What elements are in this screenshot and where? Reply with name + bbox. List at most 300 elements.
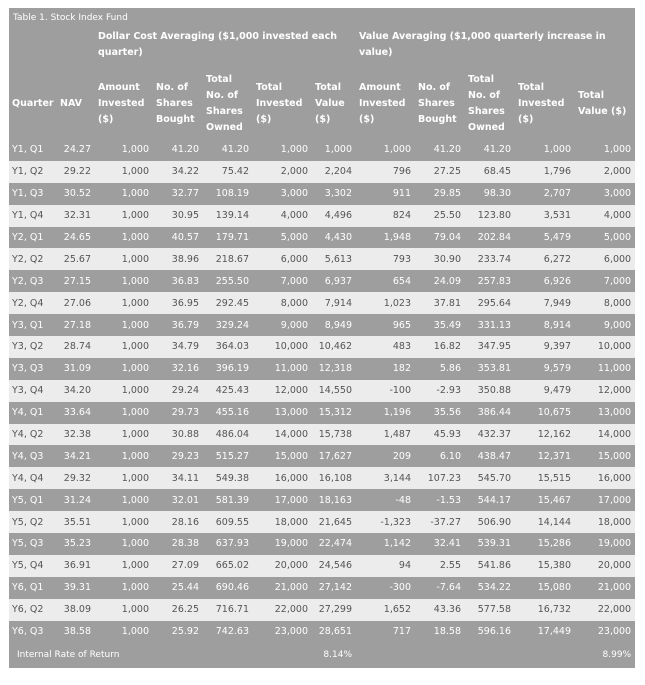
va-total-value-cell: 9,000: [575, 314, 635, 336]
quarter-cell: Y5, Q4: [9, 555, 57, 577]
col-va-total-value: Total Value ($): [575, 69, 635, 139]
dca-total-shares-cell: 329.24: [203, 314, 253, 336]
quarter-cell: Y6, Q1: [9, 577, 57, 599]
va-amount-invested-cell: 654: [356, 270, 415, 292]
va-total-shares-cell: 98.30: [465, 183, 515, 205]
va-amount-invested-cell: 483: [356, 336, 415, 358]
dca-amount-invested-cell: 1,000: [95, 380, 153, 402]
nav-cell: 38.09: [57, 599, 95, 621]
va-amount-invested-cell: -48: [356, 489, 415, 511]
va-total-value-cell: 22,000: [575, 599, 635, 621]
stock-index-fund-table-container: [9, 8, 635, 668]
dca-shares-bought-cell: 36.95: [153, 292, 203, 314]
table-row: [9, 621, 635, 643]
dca-total-value-cell: 18,163: [312, 489, 356, 511]
va-total-value-cell: 12,000: [575, 380, 635, 402]
dca-total-value-cell: 15,738: [312, 424, 356, 446]
va-amount-invested-cell: 209: [356, 445, 415, 467]
va-total-shares-cell: 350.88: [465, 380, 515, 402]
va-amount-invested-cell: 796: [356, 161, 415, 183]
dca-total-invested-cell: 8,000: [253, 292, 312, 314]
va-total-invested-cell: 6,272: [515, 248, 575, 270]
dca-total-value-cell: 27,299: [312, 599, 356, 621]
va-shares-bought-cell: 35.49: [415, 314, 465, 336]
table-row: [9, 205, 635, 227]
va-total-invested-cell: 15,080: [515, 577, 575, 599]
va-shares-bought-cell: 27.25: [415, 161, 465, 183]
dca-shares-bought-cell: 38.96: [153, 248, 203, 270]
va-total-shares-cell: 331.13: [465, 314, 515, 336]
dca-total-shares-cell: 218.67: [203, 248, 253, 270]
dca-shares-bought-cell: 30.88: [153, 424, 203, 446]
dca-amount-invested-cell: 1,000: [95, 292, 153, 314]
quarter-cell: Y5, Q3: [9, 533, 57, 555]
table-row: [9, 511, 635, 533]
va-total-value-cell: 21,000: [575, 577, 635, 599]
dca-shares-bought-cell: 27.09: [153, 555, 203, 577]
dca-shares-bought-cell: 25.44: [153, 577, 203, 599]
nav-cell: 24.27: [57, 139, 95, 161]
va-shares-bought-cell: -7.64: [415, 577, 465, 599]
dca-total-value-cell: 3,302: [312, 183, 356, 205]
col-va-amount-invested: Amount Invested ($): [356, 69, 415, 139]
table-caption: Table 1. Stock Index Fund: [9, 8, 635, 27]
dca-total-value-cell: 21,645: [312, 511, 356, 533]
va-total-value-cell: 4,000: [575, 205, 635, 227]
dca-amount-invested-cell: 1,000: [95, 227, 153, 249]
table-row: [9, 402, 635, 424]
table-row: [9, 555, 635, 577]
va-total-shares-cell: 347.95: [465, 336, 515, 358]
quarter-cell: Y2, Q3: [9, 270, 57, 292]
dca-shares-bought-cell: 28.38: [153, 533, 203, 555]
quarter-cell: Y4, Q3: [9, 445, 57, 467]
va-total-value-cell: 5,000: [575, 227, 635, 249]
va-total-invested-cell: 15,515: [515, 467, 575, 489]
va-total-value-cell: 2,000: [575, 161, 635, 183]
va-shares-bought-cell: 37.81: [415, 292, 465, 314]
va-total-shares-cell: 432.37: [465, 424, 515, 446]
dca-amount-invested-cell: 1,000: [95, 270, 153, 292]
va-shares-bought-cell: -37.27: [415, 511, 465, 533]
dca-total-invested-cell: 4,000: [253, 205, 312, 227]
dca-total-value-cell: 6,937: [312, 270, 356, 292]
va-total-value-cell: 7,000: [575, 270, 635, 292]
va-shares-bought-cell: 16.82: [415, 336, 465, 358]
dca-total-invested-cell: 22,000: [253, 599, 312, 621]
dca-amount-invested-cell: 1,000: [95, 161, 153, 183]
va-total-invested-cell: 10,675: [515, 402, 575, 424]
va-total-value-cell: 14,000: [575, 424, 635, 446]
va-total-value-cell: 16,000: [575, 467, 635, 489]
va-amount-invested-cell: -300: [356, 577, 415, 599]
va-total-shares-cell: 539.31: [465, 533, 515, 555]
col-va-shares-bought: No. of Shares Bought: [415, 69, 465, 139]
stock-index-fund-table: [9, 8, 635, 668]
va-shares-bought-cell: 107.23: [415, 467, 465, 489]
table-row: [9, 577, 635, 599]
dca-amount-invested-cell: 1,000: [95, 248, 153, 270]
dca-shares-bought-cell: 36.83: [153, 270, 203, 292]
nav-cell: 31.09: [57, 358, 95, 380]
dca-total-value-cell: 14,550: [312, 380, 356, 402]
quarter-cell: Y3, Q4: [9, 380, 57, 402]
quarter-cell: Y6, Q2: [9, 599, 57, 621]
quarter-cell: Y1, Q2: [9, 161, 57, 183]
table-row: [9, 489, 635, 511]
dca-total-shares-cell: 455.16: [203, 402, 253, 424]
va-total-shares-cell: 353.81: [465, 358, 515, 380]
va-shares-bought-cell: 5.86: [415, 358, 465, 380]
nav-cell: 30.52: [57, 183, 95, 205]
va-amount-invested-cell: 1,948: [356, 227, 415, 249]
table-row: [9, 358, 635, 380]
nav-cell: 25.67: [57, 248, 95, 270]
table-row: [9, 270, 635, 292]
va-amount-invested-cell: 965: [356, 314, 415, 336]
va-total-invested-cell: 14,144: [515, 511, 575, 533]
col-dca-total-invested: Total Invested ($): [253, 69, 312, 139]
va-amount-invested-cell: 793: [356, 248, 415, 270]
va-shares-bought-cell: -1.53: [415, 489, 465, 511]
dca-total-shares-cell: 75.42: [203, 161, 253, 183]
dca-total-invested-cell: 21,000: [253, 577, 312, 599]
irr-dca-value: 8.14%: [312, 642, 356, 668]
nav-cell: 31.24: [57, 489, 95, 511]
va-total-invested-cell: 1,796: [515, 161, 575, 183]
va-group-header: Value Averaging ($1,000 quarterly increase in value): [356, 27, 635, 69]
va-total-shares-cell: 68.45: [465, 161, 515, 183]
table-row: [9, 445, 635, 467]
dca-total-value-cell: 27,142: [312, 577, 356, 599]
va-amount-invested-cell: 1,487: [356, 424, 415, 446]
va-total-shares-cell: 544.17: [465, 489, 515, 511]
table-row: [9, 183, 635, 205]
quarter-cell: Y3, Q2: [9, 336, 57, 358]
va-total-invested-cell: 12,371: [515, 445, 575, 467]
dca-total-shares-cell: 396.19: [203, 358, 253, 380]
va-total-invested-cell: 8,914: [515, 314, 575, 336]
col-dca-amount-invested: Amount Invested ($): [95, 69, 153, 139]
quarter-cell: Y5, Q2: [9, 511, 57, 533]
table-row: [9, 380, 635, 402]
col-dca-shares-bought: No. of Shares Bought: [153, 69, 203, 139]
va-total-invested-cell: 9,579: [515, 358, 575, 380]
quarter-cell: Y1, Q4: [9, 205, 57, 227]
quarter-cell: Y4, Q4: [9, 467, 57, 489]
dca-total-invested-cell: 7,000: [253, 270, 312, 292]
dca-total-value-cell: 28,651: [312, 621, 356, 643]
va-total-shares-cell: 202.84: [465, 227, 515, 249]
va-shares-bought-cell: 43.36: [415, 599, 465, 621]
va-total-shares-cell: 577.58: [465, 599, 515, 621]
dca-total-invested-cell: 2,000: [253, 161, 312, 183]
quarter-cell: Y5, Q1: [9, 489, 57, 511]
quarter-cell: Y1, Q1: [9, 139, 57, 161]
va-total-invested-cell: 1,000: [515, 139, 575, 161]
table-row: [9, 161, 635, 183]
dca-amount-invested-cell: 1,000: [95, 467, 153, 489]
dca-total-shares-cell: 364.03: [203, 336, 253, 358]
va-total-shares-cell: 295.64: [465, 292, 515, 314]
dca-total-value-cell: 4,496: [312, 205, 356, 227]
nav-cell: 39.31: [57, 577, 95, 599]
va-shares-bought-cell: 18.58: [415, 621, 465, 643]
nav-cell: 24.65: [57, 227, 95, 249]
va-total-invested-cell: 5,479: [515, 227, 575, 249]
va-total-value-cell: 8,000: [575, 292, 635, 314]
dca-shares-bought-cell: 34.22: [153, 161, 203, 183]
dca-total-invested-cell: 18,000: [253, 511, 312, 533]
dca-total-shares-cell: 139.14: [203, 205, 253, 227]
dca-total-shares-cell: 665.02: [203, 555, 253, 577]
va-total-shares-cell: 233.74: [465, 248, 515, 270]
dca-shares-bought-cell: 25.92: [153, 621, 203, 643]
va-shares-bought-cell: 2.55: [415, 555, 465, 577]
dca-shares-bought-cell: 34.79: [153, 336, 203, 358]
nav-cell: 38.58: [57, 621, 95, 643]
va-total-invested-cell: 6,926: [515, 270, 575, 292]
dca-amount-invested-cell: 1,000: [95, 424, 153, 446]
nav-cell: 32.38: [57, 424, 95, 446]
dca-total-value-cell: 2,204: [312, 161, 356, 183]
dca-total-value-cell: 1,000: [312, 139, 356, 161]
va-shares-bought-cell: 32.41: [415, 533, 465, 555]
dca-total-shares-cell: 179.71: [203, 227, 253, 249]
dca-total-shares-cell: 581.39: [203, 489, 253, 511]
va-shares-bought-cell: 6.10: [415, 445, 465, 467]
col-va-total-shares: Total No. of Shares Owned: [465, 69, 515, 139]
nav-cell: 27.18: [57, 314, 95, 336]
quarter-cell: Y3, Q3: [9, 358, 57, 380]
dca-amount-invested-cell: 1,000: [95, 358, 153, 380]
va-total-invested-cell: 16,732: [515, 599, 575, 621]
dca-amount-invested-cell: 1,000: [95, 621, 153, 643]
va-total-shares-cell: 545.70: [465, 467, 515, 489]
va-amount-invested-cell: 1,000: [356, 139, 415, 161]
dca-total-shares-cell: 41.20: [203, 139, 253, 161]
dca-total-invested-cell: 9,000: [253, 314, 312, 336]
va-total-value-cell: 23,000: [575, 621, 635, 643]
va-amount-invested-cell: 1,142: [356, 533, 415, 555]
va-total-shares-cell: 506.90: [465, 511, 515, 533]
va-total-shares-cell: 123.80: [465, 205, 515, 227]
dca-total-invested-cell: 14,000: [253, 424, 312, 446]
table-row: [9, 467, 635, 489]
dca-shares-bought-cell: 32.01: [153, 489, 203, 511]
dca-shares-bought-cell: 30.95: [153, 205, 203, 227]
va-total-shares-cell: 257.83: [465, 270, 515, 292]
dca-total-shares-cell: 609.55: [203, 511, 253, 533]
va-total-value-cell: 3,000: [575, 183, 635, 205]
nav-cell: 29.32: [57, 467, 95, 489]
dca-amount-invested-cell: 1,000: [95, 511, 153, 533]
col-nav: NAV: [57, 69, 95, 139]
dca-amount-invested-cell: 1,000: [95, 533, 153, 555]
dca-total-value-cell: 5,613: [312, 248, 356, 270]
va-shares-bought-cell: 25.50: [415, 205, 465, 227]
va-total-invested-cell: 9,479: [515, 380, 575, 402]
va-shares-bought-cell: 29.85: [415, 183, 465, 205]
irr-label: Internal Rate of Return: [9, 642, 312, 668]
va-total-value-cell: 1,000: [575, 139, 635, 161]
dca-total-value-cell: 16,108: [312, 467, 356, 489]
dca-shares-bought-cell: 32.16: [153, 358, 203, 380]
nav-cell: 35.51: [57, 511, 95, 533]
va-total-shares-cell: 541.86: [465, 555, 515, 577]
dca-total-shares-cell: 425.43: [203, 380, 253, 402]
col-va-total-invested: Total Invested ($): [515, 69, 575, 139]
va-total-value-cell: 11,000: [575, 358, 635, 380]
table-body: [9, 139, 635, 642]
va-amount-invested-cell: -1,323: [356, 511, 415, 533]
va-amount-invested-cell: -100: [356, 380, 415, 402]
dca-shares-bought-cell: 40.57: [153, 227, 203, 249]
va-amount-invested-cell: 182: [356, 358, 415, 380]
dca-total-invested-cell: 20,000: [253, 555, 312, 577]
nav-cell: 34.20: [57, 380, 95, 402]
va-amount-invested-cell: 1,196: [356, 402, 415, 424]
nav-cell: 34.21: [57, 445, 95, 467]
nav-cell: 33.64: [57, 402, 95, 424]
dca-total-invested-cell: 17,000: [253, 489, 312, 511]
va-shares-bought-cell: 79.04: [415, 227, 465, 249]
va-amount-invested-cell: 911: [356, 183, 415, 205]
va-total-shares-cell: 41.20: [465, 139, 515, 161]
quarter-cell: Y3, Q1: [9, 314, 57, 336]
dca-total-value-cell: 15,312: [312, 402, 356, 424]
dca-amount-invested-cell: 1,000: [95, 402, 153, 424]
dca-total-invested-cell: 6,000: [253, 248, 312, 270]
quarter-cell: Y2, Q4: [9, 292, 57, 314]
dca-total-value-cell: 8,949: [312, 314, 356, 336]
dca-amount-invested-cell: 1,000: [95, 445, 153, 467]
dca-shares-bought-cell: 26.25: [153, 599, 203, 621]
va-amount-invested-cell: 3,144: [356, 467, 415, 489]
dca-amount-invested-cell: 1,000: [95, 314, 153, 336]
dca-total-value-cell: 7,914: [312, 292, 356, 314]
nav-cell: 28.74: [57, 336, 95, 358]
va-total-invested-cell: 12,162: [515, 424, 575, 446]
va-shares-bought-cell: 24.09: [415, 270, 465, 292]
dca-shares-bought-cell: 29.24: [153, 380, 203, 402]
col-dca-total-shares: Total No. of Shares Owned: [203, 69, 253, 139]
va-total-invested-cell: 15,380: [515, 555, 575, 577]
va-total-invested-cell: 3,531: [515, 205, 575, 227]
dca-amount-invested-cell: 1,000: [95, 205, 153, 227]
dca-total-invested-cell: 23,000: [253, 621, 312, 643]
nav-cell: 27.15: [57, 270, 95, 292]
dca-total-invested-cell: 3,000: [253, 183, 312, 205]
va-amount-invested-cell: 1,652: [356, 599, 415, 621]
va-amount-invested-cell: 94: [356, 555, 415, 577]
nav-cell: 36.91: [57, 555, 95, 577]
dca-shares-bought-cell: 28.16: [153, 511, 203, 533]
va-total-invested-cell: 15,467: [515, 489, 575, 511]
dca-total-invested-cell: 1,000: [253, 139, 312, 161]
dca-total-shares-cell: 486.04: [203, 424, 253, 446]
dca-total-value-cell: 22,474: [312, 533, 356, 555]
quarter-cell: Y1, Q3: [9, 183, 57, 205]
dca-total-invested-cell: 19,000: [253, 533, 312, 555]
dca-total-shares-cell: 108.19: [203, 183, 253, 205]
dca-total-shares-cell: 292.45: [203, 292, 253, 314]
nav-cell: 32.31: [57, 205, 95, 227]
dca-total-invested-cell: 15,000: [253, 445, 312, 467]
va-total-invested-cell: 7,949: [515, 292, 575, 314]
table-row: [9, 533, 635, 555]
va-total-shares-cell: 534.22: [465, 577, 515, 599]
table-row: [9, 292, 635, 314]
dca-amount-invested-cell: 1,000: [95, 336, 153, 358]
va-total-value-cell: 18,000: [575, 511, 635, 533]
dca-shares-bought-cell: 36.79: [153, 314, 203, 336]
dca-total-invested-cell: 5,000: [253, 227, 312, 249]
va-total-value-cell: 19,000: [575, 533, 635, 555]
dca-amount-invested-cell: 1,000: [95, 555, 153, 577]
va-total-shares-cell: 386.44: [465, 402, 515, 424]
quarter-cell: Y4, Q1: [9, 402, 57, 424]
quarter-cell: Y2, Q2: [9, 248, 57, 270]
nav-cell: 29.22: [57, 161, 95, 183]
dca-total-shares-cell: 637.93: [203, 533, 253, 555]
nav-cell: 27.06: [57, 292, 95, 314]
va-total-invested-cell: 15,286: [515, 533, 575, 555]
table-row: [9, 424, 635, 446]
va-amount-invested-cell: 824: [356, 205, 415, 227]
dca-amount-invested-cell: 1,000: [95, 183, 153, 205]
dca-total-shares-cell: 742.63: [203, 621, 253, 643]
col-dca-total-value: Total Value ($): [312, 69, 356, 139]
dca-total-value-cell: 4,430: [312, 227, 356, 249]
dca-total-value-cell: 12,318: [312, 358, 356, 380]
dca-total-shares-cell: 716.71: [203, 599, 253, 621]
dca-total-invested-cell: 11,000: [253, 358, 312, 380]
dca-total-shares-cell: 255.50: [203, 270, 253, 292]
va-total-value-cell: 6,000: [575, 248, 635, 270]
dca-shares-bought-cell: 32.77: [153, 183, 203, 205]
dca-shares-bought-cell: 41.20: [153, 139, 203, 161]
va-total-value-cell: 10,000: [575, 336, 635, 358]
dca-total-shares-cell: 549.38: [203, 467, 253, 489]
table-row: [9, 599, 635, 621]
va-total-invested-cell: 17,449: [515, 621, 575, 643]
nav-cell: 35.23: [57, 533, 95, 555]
va-total-invested-cell: 9,397: [515, 336, 575, 358]
va-shares-bought-cell: -2.93: [415, 380, 465, 402]
va-amount-invested-cell: 717: [356, 621, 415, 643]
dca-total-invested-cell: 13,000: [253, 402, 312, 424]
va-total-value-cell: 20,000: [575, 555, 635, 577]
table-row: [9, 336, 635, 358]
va-total-shares-cell: 596.16: [465, 621, 515, 643]
va-total-value-cell: 17,000: [575, 489, 635, 511]
dca-total-value-cell: 24,546: [312, 555, 356, 577]
dca-total-invested-cell: 10,000: [253, 336, 312, 358]
dca-amount-invested-cell: 1,000: [95, 599, 153, 621]
va-total-shares-cell: 438.47: [465, 445, 515, 467]
va-total-value-cell: 15,000: [575, 445, 635, 467]
va-total-invested-cell: 2,707: [515, 183, 575, 205]
va-shares-bought-cell: 45.93: [415, 424, 465, 446]
va-shares-bought-cell: 41.20: [415, 139, 465, 161]
col-quarter: Quarter: [9, 69, 57, 139]
dca-total-invested-cell: 12,000: [253, 380, 312, 402]
table-row: [9, 314, 635, 336]
quarter-cell: Y2, Q1: [9, 227, 57, 249]
dca-amount-invested-cell: 1,000: [95, 139, 153, 161]
va-total-value-cell: 13,000: [575, 402, 635, 424]
